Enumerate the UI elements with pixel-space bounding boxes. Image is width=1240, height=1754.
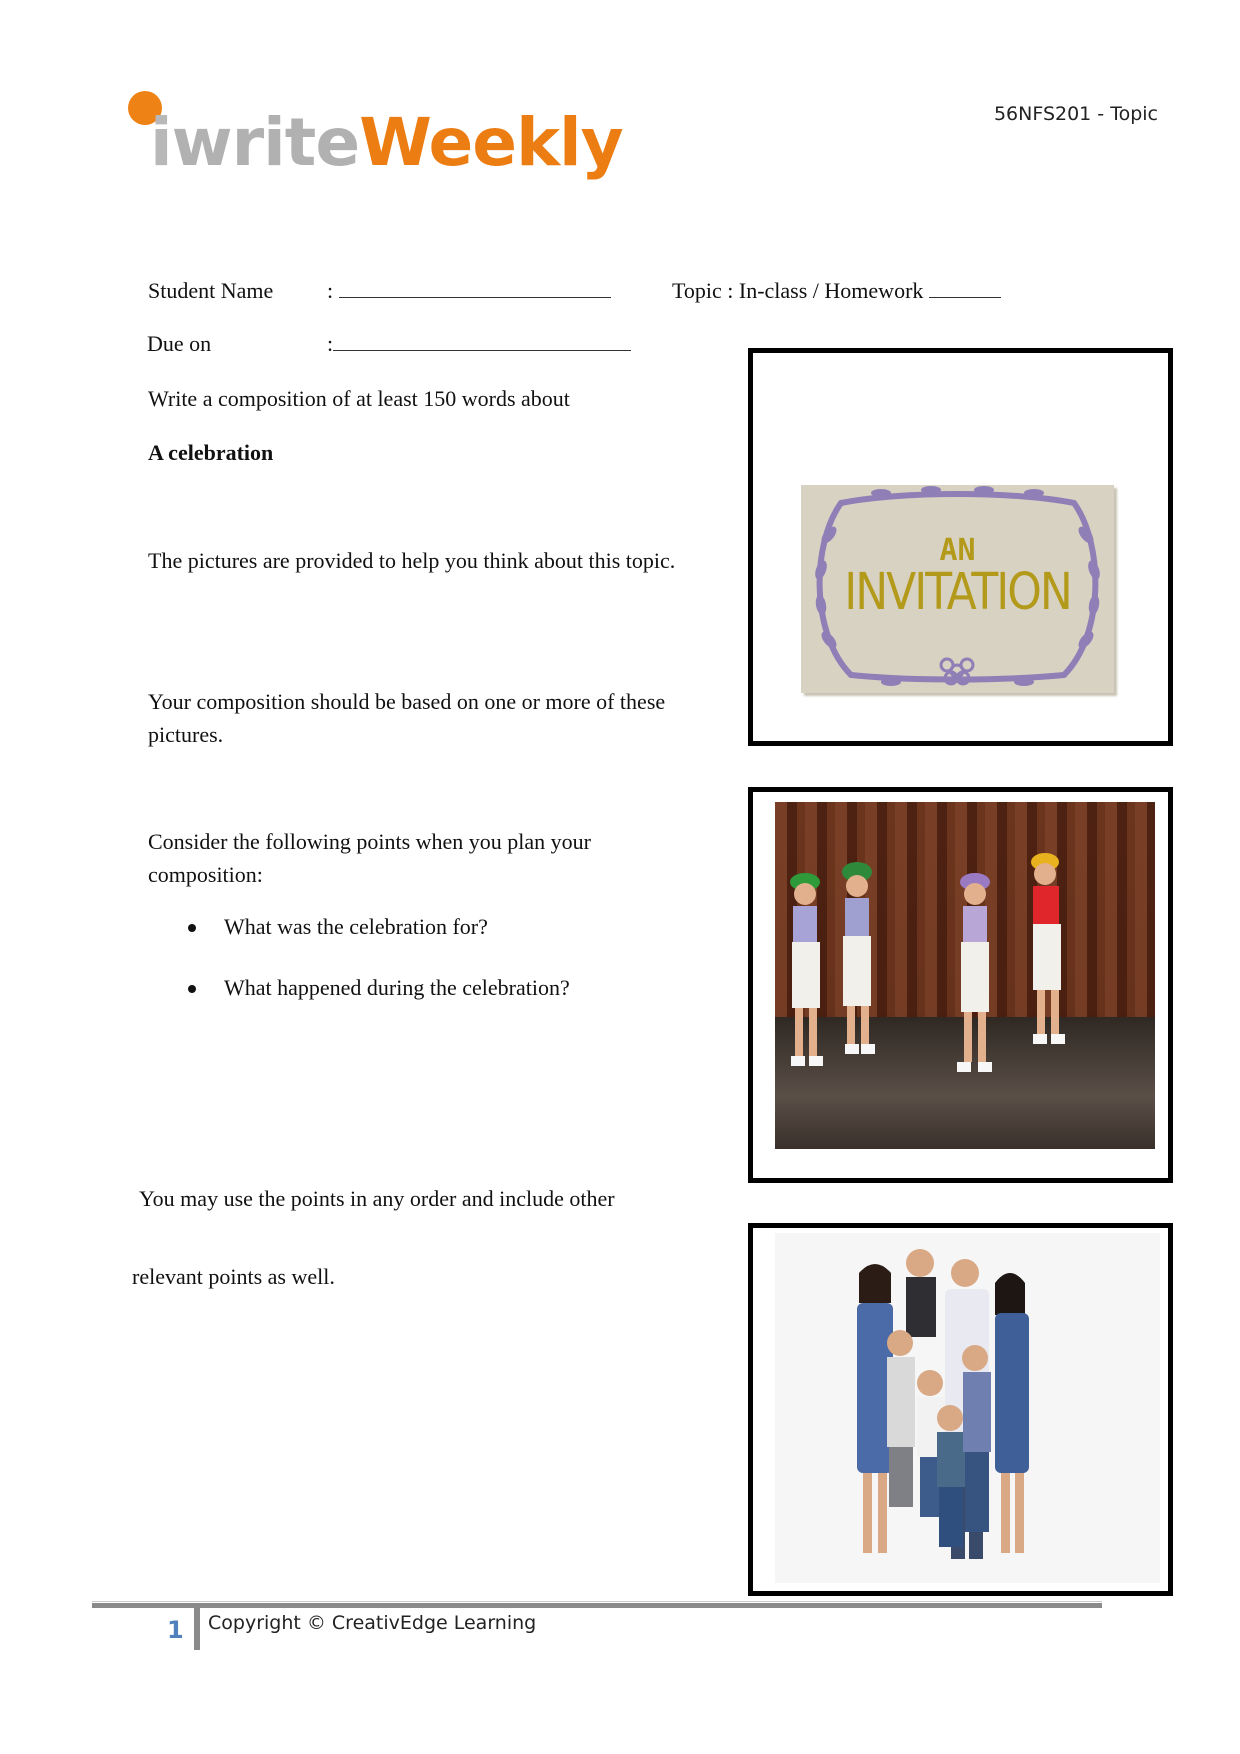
family-picture-frame — [748, 1223, 1173, 1596]
dancer-icon — [790, 873, 823, 1066]
due-on-field[interactable] — [327, 331, 631, 357]
bullet-icon — [188, 985, 196, 993]
pictures-help-text: The pictures are provided to help you think about this topic. — [148, 548, 676, 573]
point-text: What happened during the celebration? — [224, 975, 570, 1000]
student-name-label: Student Name — [148, 278, 274, 303]
dancer-icon — [1031, 853, 1065, 1044]
list-item — [148, 973, 708, 1034]
person-icon — [962, 1345, 991, 1532]
logo-weekly: Weekly — [359, 104, 623, 181]
footer-rule — [92, 1603, 1102, 1608]
invitation-word-text: INVITATION — [844, 563, 1071, 622]
dancer-icon — [842, 862, 875, 1054]
topic-label: Topic : In-class / Homework — [672, 278, 924, 303]
points-list — [148, 912, 708, 1034]
dancing-children-photo — [775, 802, 1155, 1149]
order-text-line2: relevant points as well. — [132, 1264, 335, 1289]
student-name-field[interactable] — [327, 278, 611, 304]
logo-i: i — [150, 104, 172, 181]
footer-rule-highlight — [92, 1601, 1102, 1602]
person-icon — [906, 1249, 936, 1337]
instruction-text: Write a composition of at least 150 words about — [148, 386, 570, 411]
topic-row — [672, 278, 1001, 304]
document-code: 56NFS201 - Topic — [993, 103, 1158, 125]
invitation-picture-frame — [748, 348, 1173, 746]
due-on-blank[interactable] — [333, 332, 631, 351]
page-number: 1 — [167, 1616, 184, 1644]
stage-picture-frame — [748, 787, 1173, 1183]
logo-write: write — [171, 104, 360, 181]
student-name-blank[interactable] — [339, 279, 611, 298]
iwriteweekly-logo — [128, 86, 623, 206]
due-on-row — [147, 331, 211, 357]
student-name-colon: : — [327, 278, 334, 303]
point-text: What was the celebration for? — [224, 914, 488, 939]
bullet-icon — [188, 924, 196, 932]
due-on-colon: : — [327, 331, 334, 356]
due-on-label: Due on — [147, 331, 212, 356]
invitation-an-text: AN — [939, 533, 976, 568]
family-illustration — [775, 1233, 1160, 1583]
dancers-illustration — [775, 802, 1155, 1149]
order-text-line1: You may use the points in any order and include other — [139, 1186, 615, 1211]
topic-blank[interactable] — [929, 279, 1001, 298]
dancer-icon — [957, 873, 992, 1072]
footer-separator — [194, 1605, 200, 1650]
consider-text: Consider the following points when you plan your composition: — [148, 829, 592, 887]
copyright-text: Copyright © CreativEdge Learning — [208, 1612, 537, 1634]
student-name-row — [148, 278, 273, 304]
person-icon — [995, 1273, 1029, 1553]
logo-wordmark — [150, 104, 623, 181]
based-on-text: Your composition should be based on one or more of these pictures. — [148, 689, 666, 747]
family-group-photo — [775, 1233, 1160, 1583]
invitation-card-image — [801, 485, 1114, 693]
list-item — [148, 912, 708, 973]
topic-title: A celebration — [148, 440, 274, 465]
